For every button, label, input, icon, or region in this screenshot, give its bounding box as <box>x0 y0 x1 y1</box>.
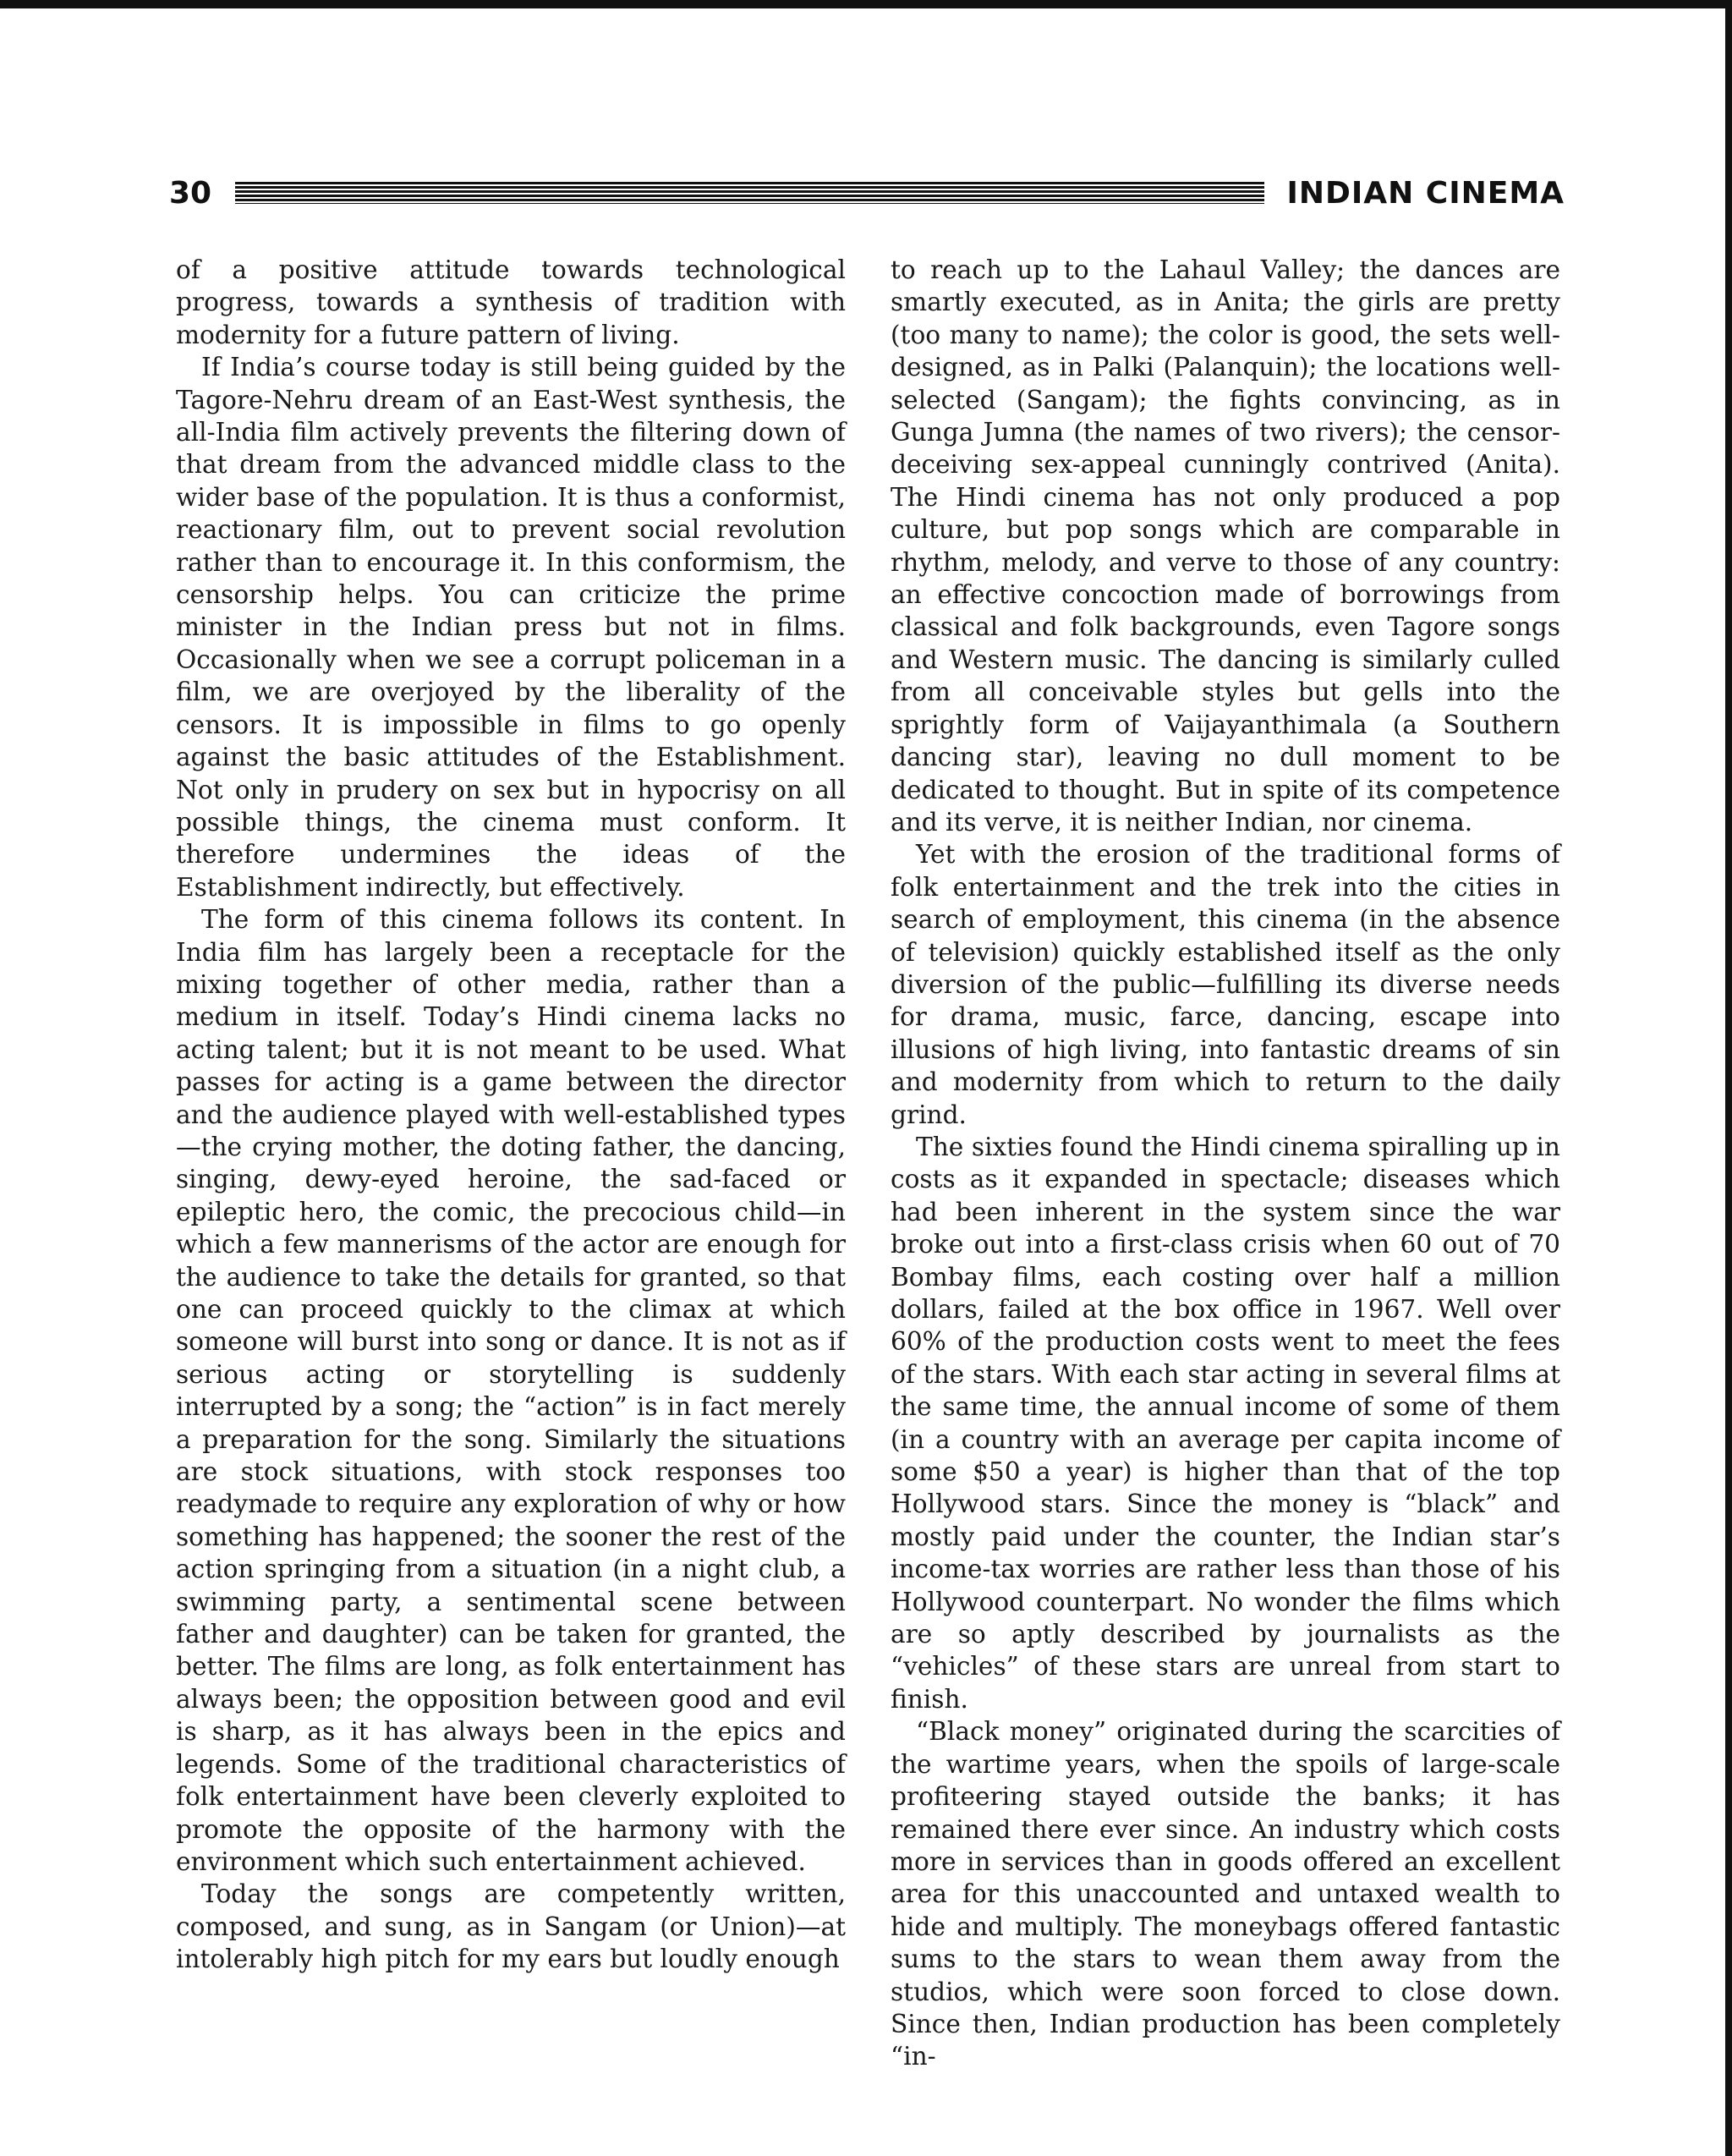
running-title: INDIAN CINEMA <box>1286 175 1565 211</box>
paragraph: of a positive attitude towards technological progress, towards a synthesis of tradition with modernity for a future pattern of living. <box>176 255 846 349</box>
right-column <box>891 254 1560 2073</box>
paragraph: If India’s course today is still being guided by the Tagore-Nehru dream of an East-West synthesis, the all-India film actively prevents the filtering down of that dream from the advanced middle class to the wider base of the population. It is thus a conformist, reactionary film, out to prevent social revolution rather than to encourage it. In this conformism, the censorship helps. You can criticize the prime minister in the Indian press but not in films. Occasionally when we see a corrupt policeman in a film, we are overjoyed by the liberality of the censors. It is impossible in films to go openly against the basic attitudes of the Establishment. Not only in prudery on sex but in hypocrisy on all possible things, the cinema must conform. It therefore undermines the ideas of the Establishment indirectly, but effectively. <box>176 353 846 902</box>
paragraph: to reach up to the Lahaul Valley; the dances are smartly executed, as in Anita; the girls are pretty (too many to name); the color is good, the sets well-designed, as in Palki (Palanquin); the locations well-selected (Sangam); the fights convincing, as in Gunga Jumna (the names of two rivers); the censor-deceiving sex-appeal cunningly contrived (Anita). The Hindi cinema has not only produced a pop culture, but pop songs which are comparable in rhythm, melody, and verve to those of any country: an effective concoction made of borrowings from classical and folk backgrounds, even Tagore songs and Western music. The dancing is similarly culled from all conceivable styles but gells into the sprightly form of Vaijayanthimala (a Southern dancing star), leaving no dull moment to be dedicated to thought. But in spite of its competence and its verve, it is neither Indian, nor cinema. <box>891 255 1560 837</box>
page-top-edge <box>0 0 1732 8</box>
paragraph: The form of this cinema follows its content. In India film has largely been a receptacle for the mixing together of other media, rather than a medium in itself. Today’s Hindi cinema lacks no acting talent; but it is not meant to be used. What passes for acting is a game between the director and the audience played with well-established types—the crying mother, the doting father, the dancing, singing, dewy-eyed heroine, the sad-faced or epileptic hero, the comic, the precocious child—in which a few mannerisms of the actor are enough for the audience to take the details for granted, so that one can proceed quickly to the climax at which someone will burst into song or dance. It is not as if serious acting or storytelling is suddenly interrupted by a song; the “action” is in fact merely a preparation for the song. Similarly the situations are stock situations, with stock responses too readymade to require any exploration of why or how something has happened; the sooner the rest of the action springing from a situation (in a night club, a swimming party, a sentimental scene between father and daughter) can be taken for granted, the better. The films are long, as folk entertainment has always been; the opposition between good and evil is sharp, as it has always been in the epics and legends. Some of the traditional characteristics of folk entertainment have been cleverly exploited to promote the opposite of the harmony with the environment which such entertainment achieved. <box>176 905 846 1876</box>
paragraph: Yet with the erosion of the traditional forms of folk entertainment and the trek into the cities in search of employment, this cinema (in the absence of television) quickly established itself as the only diversion of the public—fulfilling its diverse needs for drama, music, farce, dancing, escape into illusions of high living, into fantastic dreams of sin and modernity from which to return to the daily grind. <box>891 840 1560 1129</box>
left-column <box>176 254 846 1976</box>
page-header <box>169 167 1565 218</box>
page-number: 30 <box>169 175 212 211</box>
header-rule <box>235 182 1264 204</box>
paragraph: “Black money” originated during the scarcities of the wartime years, when the spoils of large-scale profiteering stayed outside the banks; it has remained there ever since. An industry which costs more in services than in goods offered an excellent area for this unaccounted and untaxed wealth to hide and multiply. The moneybags offered fantastic sums to the stars to wean them away from the studios, which were soon forced to close down. Since then, Indian production has been completely “in- <box>891 1717 1560 2071</box>
paragraph: Today the songs are competently written, composed, and sung, as in Sangam (or Union)—at intolerably high pitch for my ears but loudly enough <box>176 1879 846 1974</box>
page-right-edge <box>1725 0 1732 2156</box>
paragraph: The sixties found the Hindi cinema spiralling up in costs as it expanded in spectacle; diseases which had been inherent in the system since the war broke out into a first-class crisis when 60 out of 70 Bombay films, each costing over half a million dollars, failed at the box office in 1967. Well over 60% of the production costs went to meet the fees of the stars. With each star acting in several films at the same time, the annual income of some of them (in a country with an average per capita income of some $50 a year) is higher than that of the top Hollywood stars. Since the money is “black” and mostly paid under the counter, the Indian star’s income-tax worries are rather less than those of his Hollywood counterpart. No wonder the films which are so aptly described by journalists as the “vehicles” of these stars are unreal from start to finish. <box>891 1132 1560 1714</box>
